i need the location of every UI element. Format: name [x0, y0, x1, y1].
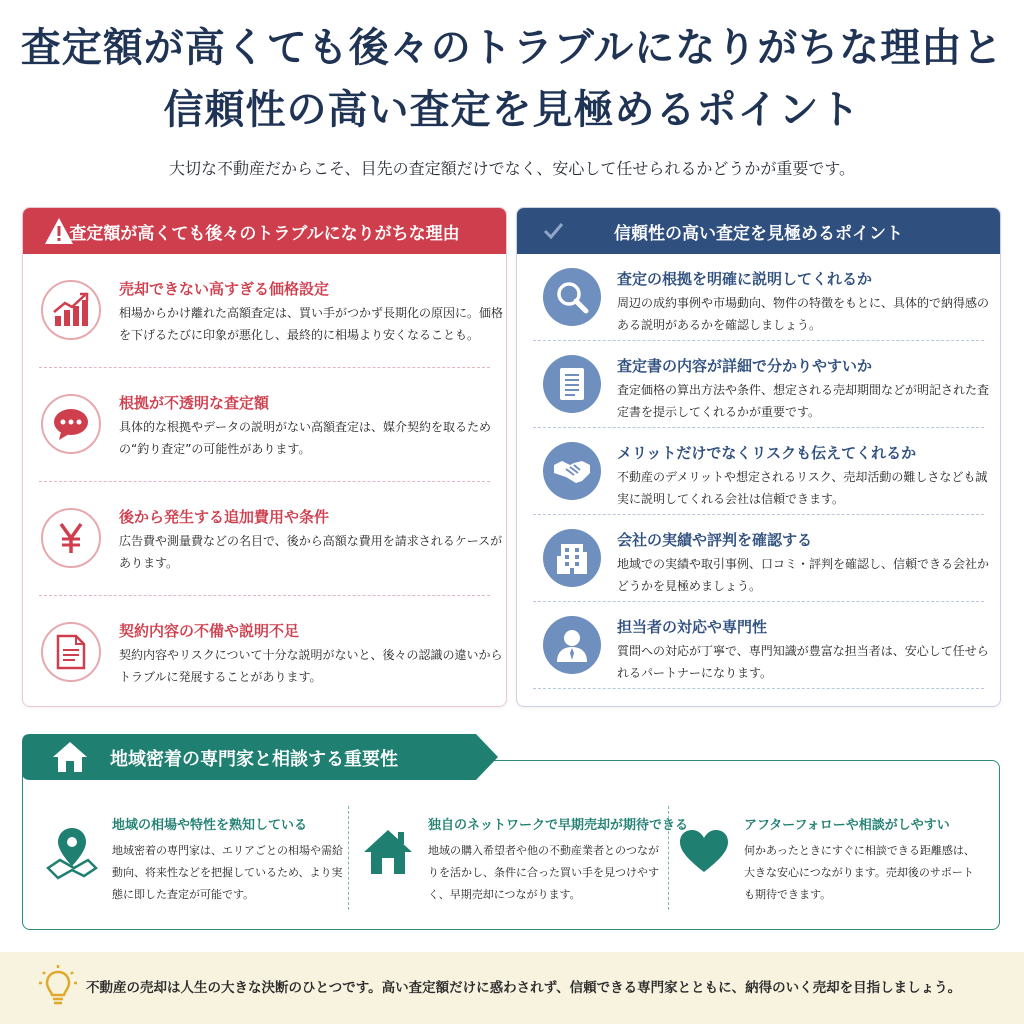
column-title: アフターフォローや相談がしやすい [744, 818, 950, 833]
speech-bubble-icon [41, 394, 101, 454]
item-title: 売却できない高すぎる価格設定 [119, 280, 330, 298]
house-icon [360, 824, 416, 880]
item-text: 周辺の成約事例や市場動向、物件の特徴をもとに、具体的で納得感のある説明があるかを確認しましょう。 [617, 296, 990, 332]
footer-text: 不動産の売却は人生の大きな決断のひとつです。高い査定額だけに惑わされず、信頼できる専門家とともに、納得のいく売却を目指しましょう。 [86, 980, 962, 996]
local-column [28, 806, 348, 916]
report-icon [543, 355, 601, 413]
house-icon [50, 739, 90, 775]
list-item [39, 368, 490, 482]
item-title: 査定の根拠を明確に説明してくれるか [617, 270, 873, 288]
page-title-line2: 信頼性の高い査定を見極めるポイント [163, 86, 861, 133]
person-icon [543, 616, 601, 674]
reliability-points-panel [516, 207, 1001, 707]
footer-note [0, 952, 1024, 1024]
magnifier-icon [543, 268, 601, 326]
heart-icon [676, 824, 732, 880]
item-title: 契約内容の不備や説明不足 [119, 622, 300, 640]
yen-icon [41, 508, 101, 568]
column-text: 地域の購入希望者や他の不動産業者とのつながりを活かし、条件に合った買い手を見つけやすく、早期売却につながります。 [428, 844, 659, 901]
item-title: 後から発生する追加費用や条件 [119, 508, 330, 526]
list-item [533, 515, 990, 602]
item-text: 質問への対応が丁寧で、専門知識が豊富な担当者は、安心して任せられるパートナーになります。 [617, 644, 989, 680]
item-text: 不動産のデメリットや想定されるリスク、売却活動の難しさなども誠実に説明してくれる会社は信頼できます。 [617, 470, 988, 506]
local-expert-title: 地域密着の専門家と相談する重要性 [110, 749, 398, 770]
map-pin-icon [44, 824, 100, 880]
warning-icon [43, 216, 75, 246]
trouble-reasons-header [23, 208, 506, 254]
trouble-reasons-panel [22, 207, 507, 707]
page-title-line1: 査定額が高くても後々のトラブルになりがちな理由と [20, 24, 1004, 71]
building-icon [543, 529, 601, 587]
item-title: 査定書の内容が詳細で分かりやすいか [617, 357, 873, 375]
item-text: 契約内容やリスクについて十分な説明がないと、後々の認識の違いからトラブルに発展することがあります。 [119, 648, 503, 684]
list-item [533, 602, 989, 689]
lightbulb-icon [38, 964, 78, 1010]
chart-up-icon [41, 280, 101, 340]
local-column [344, 806, 689, 916]
local-expert-header [22, 734, 498, 780]
item-text: 具体的な根拠やデータの説明がない高額査定は、媒介契約を取るための“釣り査定”の可能性があります。 [119, 420, 492, 456]
reliability-points-header [517, 208, 1000, 254]
handshake-icon [543, 442, 601, 500]
document-icon [41, 622, 101, 682]
reliability-points-title: 信頼性の高い査定を見極めるポイント [614, 223, 903, 244]
check-icon [537, 216, 569, 246]
item-text: 査定価格の算出方法や条件、想定される売却期間などが明記された査定書を提示してくれるかが重要です。 [617, 383, 990, 419]
trouble-reasons-title: 査定額が高くても後々のトラブルになりがちな理由 [69, 223, 460, 244]
column-text: 地域密着の専門家は、エリアごとの相場や需給動向、将来性などを把握しているため、より実態に即した査定が可能です。 [112, 844, 343, 901]
list-item [533, 428, 988, 515]
item-text: 地域での実績や取引事例、口コミ・評判を確認し、信頼できる会社かどうかを見極めましょう。 [617, 557, 990, 593]
list-item [533, 341, 990, 428]
item-title: 根拠が不透明な査定額 [119, 394, 270, 412]
list-item [39, 482, 503, 596]
column-title: 独自のネットワークで早期売却が期待できる [428, 818, 689, 833]
local-column [660, 806, 980, 916]
column-text: 何かあったときにすぐに相談できる距離感は、大きな安心につながります。売却後のサポートも期待できます。 [744, 844, 975, 901]
item-title: 担当者の対応や専門性 [617, 618, 768, 636]
item-title: メリットだけでなくリスクも伝えてくれるか [617, 444, 917, 462]
list-item [533, 254, 990, 341]
page-subtitle: 大切な不動産だからこそ、目先の査定額だけでなく、安心して任せられるかどうかが重要です。 [168, 159, 856, 178]
list-item [39, 596, 503, 707]
column-title: 地域の相場や特性を熟知している [112, 818, 308, 833]
item-text: 広告費や測量費などの名目で、後から高額な費用を請求されるケースがあります。 [119, 534, 503, 570]
item-title: 会社の実績や評判を確認する [617, 531, 813, 549]
item-text: 相場からかけ離れた高額査定は、買い手がつかず長期化の原因に。価格を下げるたびに印象が悪化し、最終的に相場より安くなることも。 [119, 306, 504, 342]
list-item [39, 254, 504, 368]
